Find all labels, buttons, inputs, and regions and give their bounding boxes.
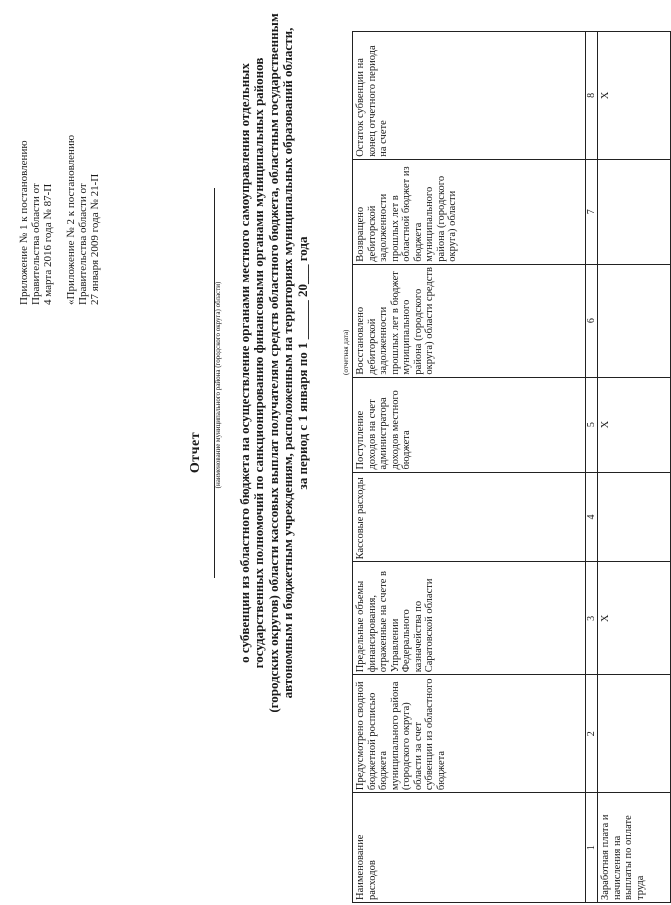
column-number: 6 [586,264,598,377]
header-cell: Восстановлено дебиторской задолженности прошлых лет в бюджет муниципального района (городского округа) области средств [353,264,586,377]
column-number: 2 [586,675,598,793]
appendix-line: 27 января 2009 года № 21-П [89,173,101,305]
heading-line: (городских округов) области кассовых выплат получателям средств областного бюджета, областным государственным [265,13,281,713]
header-cell: Предусмотрено сводной бюджетной росписью бюджета муниципального района (городского округа) области за счет субвенции из областного бюджета [353,675,586,793]
column-number-row [586,32,598,903]
date-caption: (отчетная дата) [342,329,350,375]
heading-line: государственных полномочий по санкционированию финансовыми органами муниципальных районов [251,57,267,669]
column-number: 1 [586,793,598,903]
heading-line: автономным и бюджетным учреждениям, расположенным на территориях муниципальных образований области, [280,27,296,699]
header-cell: Предельные объемы финансирования, отраженные на счете в Управлении Федерального казначейства по Саратовской области [353,562,586,675]
appendix-block-2 [65,135,101,305]
appendix-line: Приложение № 1 к постановлению [18,140,30,305]
table-cell: X [598,377,671,472]
table-cell: Заработная плата и начисления на выплаты по оплате труда [598,793,671,903]
appendix-line: 4 марта 2016 года № 87-П [42,183,54,305]
header-cell: Поступление доходов на счет администратора доходов местного бюджета [353,377,586,472]
column-number: 7 [586,159,598,264]
heading-line: за период с 1 января по 1 ______ 20___ года [294,236,310,490]
appendix-line: Правительства области от [77,183,89,305]
table-cell [598,159,671,264]
appendix-line: Правительства области от [30,183,42,305]
header-cell: Возвращено дебиторской задолженности прошлых лет в областной бюджет из бюджета муниципального района (городского округа) области [353,159,586,264]
heading-line: о субвенции из областного бюджета на осуществление органами местного самоуправления отдельных [237,63,252,663]
table-cell: X [598,32,671,160]
appendix-line: «Приложение № 2 к постановлению [65,134,77,305]
report-title: Отчет [188,431,203,474]
name-caption: (наименование муниципального района (городского округа) области) [214,281,222,489]
column-number: 4 [586,472,598,562]
column-number: 8 [586,32,598,160]
report-table [352,31,671,903]
column-number: 3 [586,562,598,675]
table-row [598,32,671,903]
table-cell [598,675,671,793]
column-number: 5 [586,377,598,472]
table-cell: X [598,562,671,675]
table-cell [598,264,671,377]
header-cell: Остаток субвенции на конец отчетного периода на счете [353,32,586,160]
table-cell [598,472,671,562]
header-row [353,32,586,903]
appendix-block-1 [18,140,54,305]
header-cell: Наименование расходов [353,793,586,903]
header-cell: Кассовые расходы [353,472,586,562]
report-heading [238,0,310,883]
